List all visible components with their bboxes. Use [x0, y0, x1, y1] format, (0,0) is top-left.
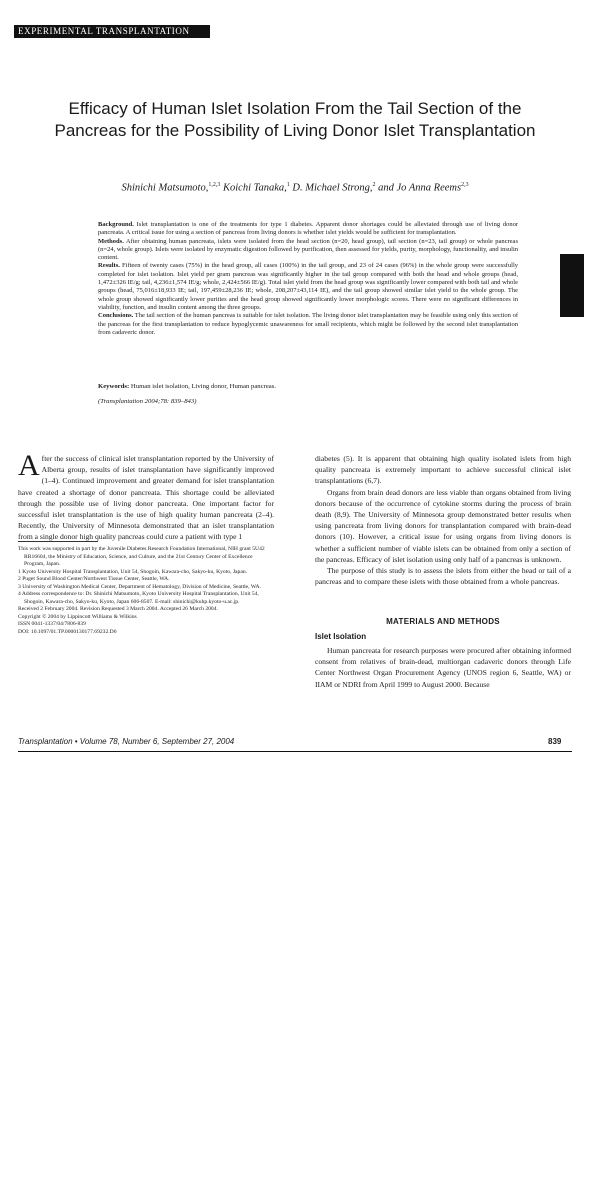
- body-paragraph: diabetes (5). It is apparent that obtaining high quality isolated islets from high quality pancreata is extremely important to achieve successful clinical islet transplantations (6,7).: [315, 454, 571, 486]
- abstract-text: Fifteen of twenty cases (75%) in the head group, all cases (100%) in the tail group, and 23 of 24 cases (96%) in the whole group were successfully completed for islet isolation. Islet yield per gram pancreas was significantly higher in the tail group compared with both the head and whole groups (head, 1,472±326 IE/g; tail, 4,236±1,574 IE/g; whole, 2,424±566 IE/g). Total islet yield from the head group was significantly lower compared with both tail and whole groups (head, 75,016±18,933 IE; tail, 197,459±28,236 IE; whole, 208,207±43,114 IE), and the tail group showed similar islet yield to the whole group. The whole group showed significantly lower purities and the head group showed significantly lower morphologic scores. There were no significant differences in viability, function, and insulin content among the three groups.: [98, 262, 519, 311]
- footnote: 1 Kyoto University Hospital Transplantation, Unit 54, Shogoin, Kawara-cho, Sakyo-ku, Kyoto, Japan.: [18, 568, 248, 575]
- citation: (Transplantation 2004;78: 839–843): [98, 398, 197, 405]
- abstract-label: Conclusions.: [98, 312, 134, 320]
- abstract-conclusions: [98, 312, 518, 337]
- author-name: Shinichi Matsumoto,: [121, 182, 209, 194]
- footnote: 4 Address correspondence to: Dr. Shinichi Matsumoto, Kyoto University Hospital Transplantation, Unit 54, Shogoin, Kawara-cho, Sakyo-ku, Kyoto, Japan 606-8507. E-mail: shinichi@kuhp.kyoto-u.ac.jp.: [18, 591, 259, 605]
- abstract: [98, 221, 518, 337]
- subsection-heading: Islet Isolation: [315, 632, 367, 641]
- footnote: ISSN 0041-1337/04/7806-839: [18, 621, 86, 627]
- author-list: [40, 182, 550, 194]
- body-column-right: [315, 453, 571, 587]
- abstract-text: Islet transplantation is one of the treatments for type 1 diabetes. Apparent donor shortages could be alleviated through use of living donor pancreata. A critical issue for using a section of pancreas from living donors is whether islet yields would be sufficient for transplantation.: [98, 221, 519, 237]
- keywords-label: Keywords:: [98, 383, 130, 390]
- footer-divider: [18, 751, 572, 752]
- body-paragraph: Human pancreata for research purposes were procured after obtaining informed consent from relatives of brain-dead, multiorgan cadaveric donors through Life Center Northwest Organ Procurement Agency (UNOS region 6, Seattle, WA) or IIAM or NDRI from April 1999 to August 2000. Because: [315, 646, 571, 689]
- drop-cap: A: [18, 449, 40, 482]
- abstract-results: [98, 262, 518, 312]
- body-paragraph: The purpose of this study is to assess the islets from either the head or tail of a pancreas and to compare these islets with those obtained from a whole pancreas.: [315, 566, 571, 587]
- body-column-right-lower: [315, 645, 571, 690]
- abstract-background: [98, 221, 518, 238]
- section-heading: MATERIALS AND METHODS: [386, 617, 500, 626]
- footnote: Copyright © 2004 by Lippincott Williams & Wilkins: [18, 613, 137, 620]
- abstract-text: After obtaining human pancreata, islets were isolated from the head section (n=20, head group), tail section (n=23, tail group) or whole pancreas (n=24, whole group). Islets were isolated by enzymatic digestion followed by purification, then assessed for yields, purity, morphology, functionality, and insulin content.: [98, 237, 518, 262]
- abstract-label: Background.: [98, 221, 134, 228]
- body-paragraph: Organs from brain dead donors are less viable than organs obtained from living donors because of the occurrence of cytokine storms during the process of brain death (8,9). The University of Minnesota group demonstrated better results when using pancreata from living donors for transplantation compared with brain-dead donors (10). However, a critical issue for using organs from living donors is whether a sufficient number of viable islets can be obtained from only a section of the pancreas. Efficacy of islet isolation using only half of a pancreas is unknown.: [315, 487, 571, 564]
- abstract-text: The tail section of the human pancreas is suitable for islet isolation. The living donor islet transplantation may be feasible using only this section of the pancreas for the first transplantation to reduce hypoglycemic unawareness for small recipients, which might be followed by the second islet transplantation from cadaveric donor.: [98, 312, 518, 336]
- section-tag: EXPERIMENTAL TRANSPLANTATION: [14, 25, 210, 38]
- article-title: Efficacy of Human Islet Isolation From the Tail Section of the Pancreas for the Possibility of Living Donor Islet Transplantation: [54, 99, 536, 140]
- author-affiliation: 1,2,3: [208, 182, 221, 188]
- keywords-text: Human islet isolation, Living donor, Human pancreas.: [130, 383, 277, 390]
- abstract-label: Methods.: [98, 237, 124, 245]
- footnote: 3 University of Washington Medical Center, Department of Hematology, Division of Medicine, Seattle, WA.: [18, 583, 261, 590]
- abstract-methods: [98, 238, 518, 263]
- keywords: [98, 383, 518, 391]
- body-paragraph: [18, 449, 274, 543]
- author-name: Koichi Tanaka,: [222, 182, 287, 194]
- author-name: D. Michael Strong,: [292, 182, 373, 194]
- author-affiliation: 2: [372, 182, 376, 188]
- footnote-divider: [18, 541, 98, 542]
- footnote: This work was supported in part by the Juvenile Diabetes Research Foundation International, NIH grant 5U42 RR16604, the Ministry of Education, Science, and Culture, and the 21st Century Center of Excellence Program, Japan.: [18, 546, 265, 567]
- section-side-tab: [560, 254, 584, 317]
- footnote: Received 2 February 2004. Revision Requested 3 March 2004. Accepted 26 March 2004.: [18, 606, 218, 612]
- page-number: 839: [548, 737, 562, 746]
- footnote: 2 Puget Sound Blood Center/Northwest Tissue Center, Seattle, WA.: [18, 576, 170, 582]
- paragraph-text: fter the success of clinical islet transplantation reported by the University of Alberta group, results of islet transplantation have significantly improved (1–4). Continued improvement and greater demand for islet transplantation have created a shortage of donor pancreata. This shortage could be alleviated through the possible use of living donor pancreata. One important factor for successful islet transplantation is the use of high quality human pancreata (2–4). Recently, the University of Minnesota demonstrated that an islet transplantation from a single donor high quality pancreas could cure a patient with type 1: [18, 454, 274, 542]
- author-name: and Jo Anna Reems: [378, 182, 462, 194]
- footnote: DOI: 10.1097/01.TP.0000130177.69232.D6: [18, 628, 117, 635]
- author-affiliation: 1: [286, 182, 290, 188]
- author-affiliation: 2,3: [461, 182, 469, 188]
- footer-journal-info: Transplantation • Volume 78, Number 6, September 27, 2004: [18, 737, 235, 746]
- footnotes: [18, 546, 274, 636]
- abstract-label: Results.: [98, 262, 120, 270]
- body-column-left: [18, 449, 274, 543]
